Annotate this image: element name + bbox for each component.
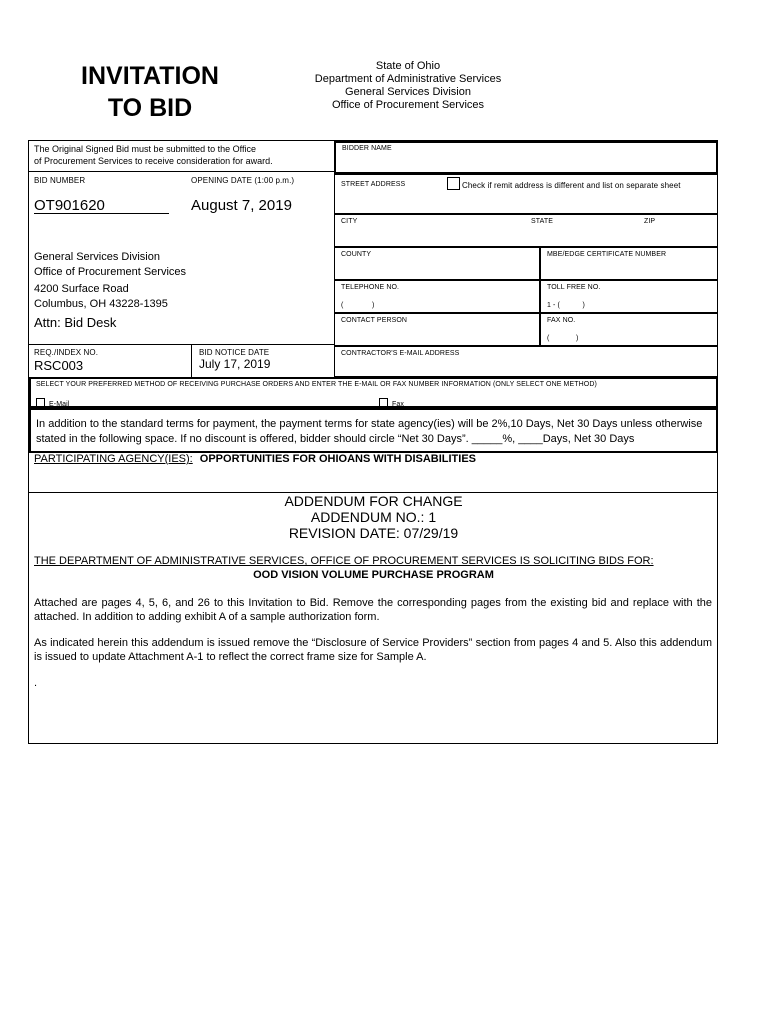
mbe-label: MBE/EDGE CERTIFICATE NUMBER bbox=[547, 251, 667, 258]
county-box[interactable] bbox=[334, 247, 540, 280]
email-option-label: E-Mail bbox=[49, 401, 70, 408]
revision-date: REVISION DATE: 07/29/19 bbox=[288, 525, 459, 541]
county-label: COUNTY bbox=[341, 251, 372, 258]
agency-line: Department of Administrative Services bbox=[314, 73, 502, 85]
bid-notice-date-label: BID NOTICE DATE bbox=[199, 348, 270, 357]
bidder-name-box[interactable] bbox=[334, 141, 718, 174]
city-box[interactable] bbox=[334, 214, 718, 247]
bid-form bbox=[28, 140, 718, 744]
addendum-heading bbox=[29, 493, 718, 541]
agency-block bbox=[258, 60, 558, 112]
opening-date-value: August 7, 2019 bbox=[191, 197, 292, 214]
agency-line: General Services Division bbox=[345, 86, 471, 98]
payment-terms-text bbox=[36, 417, 702, 447]
address-line: General Services Division bbox=[34, 251, 160, 263]
participating-agency-label: PARTICIPATING AGENCY(IES): bbox=[34, 453, 193, 465]
soliciting-statement: THE DEPARTMENT OF ADMINISTRATIVE SERVICES, OFFICE OF PROCUREMENT SERVICES IS SOLICITING BIDS FOR: bbox=[34, 555, 654, 567]
email-box[interactable] bbox=[334, 346, 718, 377]
checkbox-icon[interactable] bbox=[447, 177, 460, 190]
address-line: Office of Procurement Services bbox=[34, 266, 187, 278]
address-line: Columbus, OH 43228-1395 bbox=[34, 298, 168, 310]
toll-free-label: TOLL FREE NO. bbox=[547, 284, 601, 291]
street-address-box[interactable] bbox=[334, 174, 718, 214]
addendum-title: ADDENDUM FOR CHANGE bbox=[284, 493, 463, 509]
po-method-box bbox=[29, 377, 718, 408]
addendum-paragraph-1: Attached are pages 4, 5, 6, and 26 to this Invitation to Bid. Remove the corresponding pages from the existing bid and replace with the attached. In addition to adding exhibit A of a sample authorization form. bbox=[34, 597, 712, 623]
program-name: OOD VISION VOLUME PURCHASE PROGRAM bbox=[253, 569, 494, 581]
checkbox-icon[interactable] bbox=[36, 398, 45, 407]
city-label: CITY bbox=[341, 218, 358, 225]
opening-date-label: OPENING DATE (1:00 p.m.) bbox=[191, 176, 295, 185]
submit-note-line: of Procurement Services to receive consideration for award. bbox=[34, 156, 273, 166]
payment-terms-box bbox=[29, 408, 718, 453]
req-index-label: REQ./INDEX NO. bbox=[34, 348, 99, 357]
agency-line: State of Ohio bbox=[375, 60, 441, 72]
toll-free-fill: 1 - ( ) bbox=[547, 302, 585, 309]
fax-option-label: Fax bbox=[392, 401, 404, 408]
contact-person-label: CONTACT PERSON bbox=[341, 317, 408, 324]
submit-note bbox=[34, 143, 334, 167]
payment-terms-line: In addition to the standard terms for payment, the payment terms for state agency(ies) will be 2%,10 Days, Net 30 Days unless otherwise bbox=[36, 418, 703, 430]
checkbox-icon[interactable] bbox=[379, 398, 388, 407]
agency-line: Office of Procurement Services bbox=[331, 99, 485, 111]
bidder-name-label: BIDDER NAME bbox=[342, 145, 392, 152]
fax-label: FAX NO. bbox=[547, 317, 576, 324]
submit-note-line: The Original Signed Bid must be submitted to the Office bbox=[34, 144, 256, 154]
street-address-label: STREET ADDRESS bbox=[341, 181, 406, 188]
bid-notice-date-value: July 17, 2019 bbox=[199, 357, 271, 371]
payment-terms-line: stated in the following space. If no discount is offered, bidder should circle “Net 30 Days”. _____%, ____Days, Net 30 Days bbox=[36, 433, 635, 445]
addendum-number: ADDENDUM NO.: 1 bbox=[310, 509, 437, 525]
req-index-value: RSC003 bbox=[34, 358, 84, 373]
po-method-label: SELECT YOUR PREFERRED METHOD OF RECEIVING PURCHASE ORDERS AND ENTER THE E-MAIL OR FAX NUMBER INFORMATION (ONLY SELECT ONE METHOD) bbox=[36, 381, 597, 388]
fax-box[interactable] bbox=[540, 313, 718, 346]
fax-fill: ( ) bbox=[547, 335, 579, 342]
bid-number-value: OT901620 bbox=[34, 197, 105, 214]
mbe-box[interactable] bbox=[540, 247, 718, 280]
trailing-dot: . bbox=[34, 677, 38, 689]
remit-checkbox[interactable] bbox=[447, 177, 681, 190]
email-label: CONTRACTOR'S E-MAIL ADDRESS bbox=[341, 350, 460, 357]
title-line-1: INVITATION bbox=[81, 62, 219, 90]
remit-check-label: Check if remit address is different and list on separate sheet bbox=[462, 181, 681, 190]
mailing-address bbox=[34, 250, 186, 312]
toll-free-box[interactable] bbox=[540, 280, 718, 313]
addendum-paragraph-2: As indicated herein this addendum is issued remove the “Disclosure of Service Providers” section from pages 4 and 5. Also this addendum is issued to update Attachment A-1 to reflect the correct frame size for Sample A. bbox=[34, 637, 712, 663]
telephone-label: TELEPHONE NO. bbox=[341, 284, 400, 291]
fax-option[interactable] bbox=[379, 398, 404, 408]
bid-number-label: BID NUMBER bbox=[34, 176, 86, 185]
attn-line: Attn: Bid Desk bbox=[34, 315, 117, 330]
email-option[interactable] bbox=[36, 398, 69, 408]
state-label: STATE bbox=[531, 218, 554, 225]
telephone-fill: ( ) bbox=[341, 302, 375, 309]
participating-agency-value: OPPORTUNITIES FOR OHIOANS WITH DISABILITIES bbox=[199, 453, 477, 465]
zip-label: ZIP bbox=[644, 218, 656, 225]
contact-person-box[interactable] bbox=[334, 313, 540, 346]
document-title bbox=[35, 60, 265, 124]
participating-agency bbox=[34, 453, 476, 465]
telephone-box[interactable] bbox=[334, 280, 540, 313]
address-line: 4200 Surface Road bbox=[34, 283, 129, 295]
title-line-2: TO BID bbox=[107, 94, 193, 122]
